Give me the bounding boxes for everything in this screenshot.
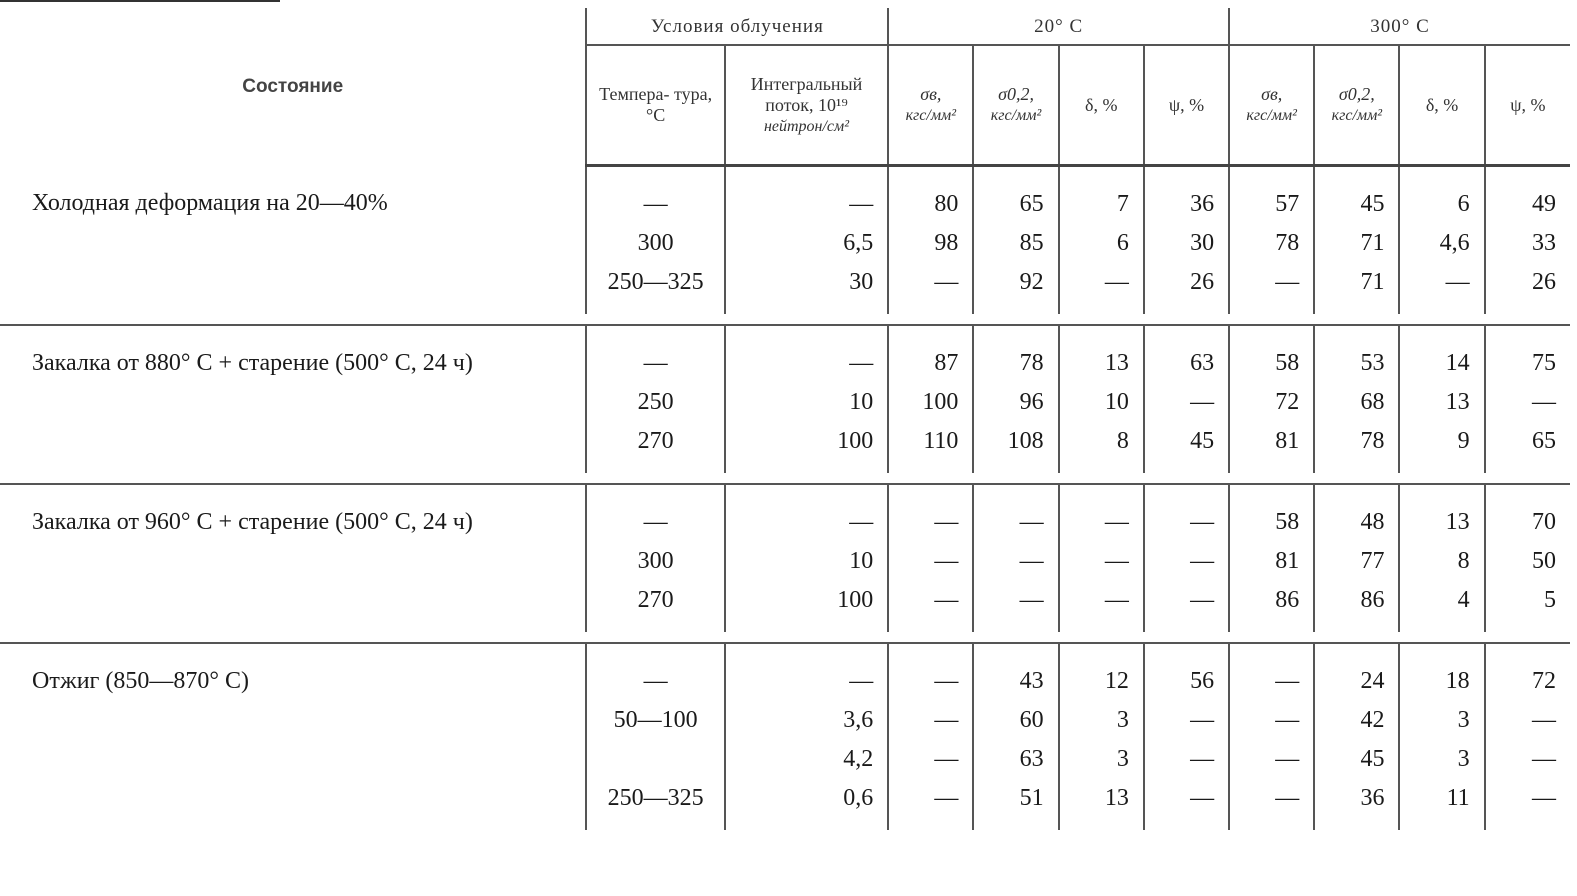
cell-value: 26 xyxy=(1190,269,1215,295)
value-cell xyxy=(1144,484,1229,632)
cell-value: 5 xyxy=(1544,587,1556,613)
cell-value: 78 xyxy=(1275,230,1300,256)
properties-table xyxy=(0,8,1570,830)
cell-value: 71 xyxy=(1360,269,1385,295)
cell-value: — xyxy=(1104,587,1129,613)
cell-value: — xyxy=(934,509,959,535)
sigma-b-label: σв, xyxy=(1261,84,1283,104)
cell-value: 14 xyxy=(1445,350,1470,376)
cell-value: 96 xyxy=(1019,389,1044,415)
cell-value: 68 xyxy=(1360,389,1385,415)
cell-value: 48 xyxy=(1360,509,1385,535)
sigma-02-label: σ0,2, xyxy=(998,84,1034,104)
cell-value: 33 xyxy=(1532,230,1556,256)
cell-value: — xyxy=(1275,785,1300,811)
cell-value: — xyxy=(1190,548,1215,574)
value-cell xyxy=(1399,484,1484,632)
separator-line xyxy=(0,314,1570,325)
cell-value: 65 xyxy=(1019,191,1044,217)
cell-value: — xyxy=(849,509,874,535)
cell-value: 110 xyxy=(923,428,959,454)
cell-value: — xyxy=(1190,707,1215,733)
value-cell xyxy=(725,484,888,632)
cell-value: 13 xyxy=(1445,509,1470,535)
value-cell xyxy=(1485,484,1570,632)
cell-value: 42 xyxy=(1360,707,1385,733)
cell-value: 10 xyxy=(1104,389,1129,415)
header-300-sigma-02 xyxy=(1314,45,1399,166)
cell-value: — xyxy=(934,785,959,811)
cell-value: 7 xyxy=(1116,191,1129,217)
sigma-b-label: σв, xyxy=(920,84,942,104)
cell-value: — xyxy=(1532,389,1556,415)
cell-value: 100 xyxy=(837,428,874,454)
cell-value: 98 xyxy=(934,230,959,256)
cell-value: — xyxy=(934,269,959,295)
cell-value: 0,6 xyxy=(843,785,874,811)
cell-value: — xyxy=(1445,269,1470,295)
cell-value: 80 xyxy=(934,191,959,217)
cell-value: 13 xyxy=(1104,785,1129,811)
cell-value: 108 xyxy=(1007,428,1044,454)
header-20-delta: δ, % xyxy=(1059,45,1144,166)
value-cell xyxy=(1229,643,1314,830)
cell-value: 250—325 xyxy=(607,269,704,295)
cell-value: 3 xyxy=(1116,707,1129,733)
cell-value: — xyxy=(1532,746,1556,772)
cell-value: 58 xyxy=(1275,350,1300,376)
cell-value: 70 xyxy=(1532,509,1556,535)
header-300-delta: δ, % xyxy=(1399,45,1484,166)
cell-value: 43 xyxy=(1019,668,1044,694)
cell-value: 4,6 xyxy=(1439,230,1470,256)
cell-value: 250 xyxy=(637,389,674,415)
value-cell xyxy=(1399,325,1484,473)
cell-value: — xyxy=(934,746,959,772)
cell-value: 6 xyxy=(1116,230,1129,256)
value-cell xyxy=(725,166,888,315)
cell-value: — xyxy=(1019,509,1044,535)
cell-value: — xyxy=(1275,746,1300,772)
cell-value: 10 xyxy=(849,389,874,415)
cell-value: 26 xyxy=(1532,269,1556,295)
cell-value: 63 xyxy=(1190,350,1215,376)
value-cell xyxy=(1399,166,1484,315)
cell-value: — xyxy=(643,350,668,376)
top-rule xyxy=(0,0,280,2)
cell-value: — xyxy=(1275,668,1300,694)
cell-value: 71 xyxy=(1360,230,1385,256)
value-cell xyxy=(1229,166,1314,315)
cell-value: — xyxy=(934,548,959,574)
cell-value: — xyxy=(1104,509,1129,535)
cell-value: 86 xyxy=(1275,587,1300,613)
value-cell xyxy=(888,484,973,632)
separator-line xyxy=(0,632,1570,643)
cell-value: — xyxy=(643,191,668,217)
value-cell xyxy=(1399,643,1484,830)
cell-value: 270 xyxy=(637,428,674,454)
cell-value: — xyxy=(849,668,874,694)
cell-value: 65 xyxy=(1532,428,1556,454)
cell-value: 81 xyxy=(1275,428,1300,454)
header-flux-unit: нейтрон/см² xyxy=(763,117,850,135)
cell-value: 30 xyxy=(849,269,874,295)
header-irradiation: Условия облучения xyxy=(586,8,888,45)
cell-value: 51 xyxy=(1019,785,1044,811)
value-cell xyxy=(1144,643,1229,830)
cell-value: — xyxy=(1104,269,1129,295)
value-cell xyxy=(1144,325,1229,473)
cell-value: 87 xyxy=(934,350,959,376)
cell-value: — xyxy=(643,509,668,535)
table-row xyxy=(0,484,1570,632)
row-separator xyxy=(0,632,1570,643)
cell-value: 10 xyxy=(849,548,874,574)
header-20c: 20° С xyxy=(888,8,1229,45)
value-cell xyxy=(1314,325,1399,473)
row-separator xyxy=(0,314,1570,325)
table-body xyxy=(0,166,1570,831)
value-cell xyxy=(888,166,973,315)
header-20-sigma-b xyxy=(888,45,973,166)
cell-value: 85 xyxy=(1019,230,1044,256)
value-cell xyxy=(586,643,724,830)
cell-value: 3 xyxy=(1457,707,1470,733)
cell-value: 100 xyxy=(837,587,874,613)
cell-value: — xyxy=(1275,707,1300,733)
header-temperature-label: Темпера- тура, °С xyxy=(599,84,713,125)
cell-value: — xyxy=(934,668,959,694)
cell-value: 9 xyxy=(1457,428,1470,454)
cell-value: 49 xyxy=(1532,191,1556,217)
state-label: Закалка от 960° С + старение (500° С, 24 ч) xyxy=(32,509,473,535)
header-flux-label: Интегральный поток, 10¹⁹ xyxy=(750,73,863,115)
value-cell xyxy=(586,484,724,632)
cell-value: 24 xyxy=(1360,668,1385,694)
value-cell xyxy=(1485,643,1570,830)
value-cell xyxy=(888,643,973,830)
value-cell xyxy=(1314,166,1399,315)
cell-value: 30 xyxy=(1190,230,1215,256)
value-cell xyxy=(725,643,888,830)
value-cell xyxy=(1485,325,1570,473)
header-20-sigma-02 xyxy=(973,45,1058,166)
cell-value: 86 xyxy=(1360,587,1385,613)
cell-value: — xyxy=(1532,707,1556,733)
cell-value: 18 xyxy=(1445,668,1470,694)
value-cell xyxy=(973,643,1058,830)
cell-value: 50 xyxy=(1532,548,1556,574)
cell-value: — xyxy=(1019,548,1044,574)
value-cell xyxy=(1059,484,1144,632)
cell-value: 13 xyxy=(1104,350,1129,376)
cell-value: 45 xyxy=(1360,746,1385,772)
row-separator xyxy=(0,473,1570,484)
cell-value: 77 xyxy=(1360,548,1385,574)
sigma-02-label: σ0,2, xyxy=(1338,84,1375,104)
header-temperature xyxy=(586,45,724,166)
cell-value: 75 xyxy=(1532,350,1556,376)
stress-unit: кгс/мм² xyxy=(1331,107,1383,124)
cell-value: 4,2 xyxy=(843,746,874,772)
cell-value: 63 xyxy=(1019,746,1044,772)
stress-unit: кгс/мм² xyxy=(990,107,1042,124)
cell-value: 270 xyxy=(637,587,674,613)
state-label: Закалка от 880° С + старение (500° С, 24 ч) xyxy=(32,350,473,376)
cell-value: 57 xyxy=(1275,191,1300,217)
stress-unit: кгс/мм² xyxy=(1246,107,1297,124)
header-state: Состояние xyxy=(242,76,344,98)
value-cell xyxy=(725,325,888,473)
value-cell xyxy=(973,325,1058,473)
cell-value: 11 xyxy=(1446,785,1470,811)
value-cell xyxy=(1059,643,1144,830)
cell-value: 100 xyxy=(922,389,959,415)
value-cell xyxy=(1059,325,1144,473)
cell-value: 8 xyxy=(1457,548,1470,574)
value-cell xyxy=(1314,484,1399,632)
state-label: Холодная деформация на 20—40% xyxy=(32,189,388,216)
cell-value: — xyxy=(1190,509,1215,535)
cell-value: — xyxy=(643,668,668,694)
cell-value: 12 xyxy=(1104,668,1129,694)
cell-value: 3 xyxy=(1457,746,1470,772)
cell-value: 6 xyxy=(1457,191,1470,217)
cell-value: 60 xyxy=(1019,707,1044,733)
value-cell xyxy=(973,484,1058,632)
cell-value: 78 xyxy=(1360,428,1385,454)
cell-value: — xyxy=(1190,587,1215,613)
cell-value: 50—100 xyxy=(613,707,698,733)
cell-value: 56 xyxy=(1190,668,1215,694)
cell-value: 81 xyxy=(1275,548,1300,574)
value-cell xyxy=(1229,325,1314,473)
cell-value: 92 xyxy=(1019,269,1044,295)
cell-value: — xyxy=(1190,389,1215,415)
cell-value: — xyxy=(934,707,959,733)
value-cell xyxy=(586,166,724,315)
cell-value: 78 xyxy=(1019,350,1044,376)
cell-value: — xyxy=(1019,587,1044,613)
cell-value: 4 xyxy=(1457,587,1470,613)
header-300c: 300° С xyxy=(1229,8,1570,45)
cell-value: 45 xyxy=(1360,191,1385,217)
table-row xyxy=(0,166,1570,315)
table-row xyxy=(0,325,1570,473)
cell-value: 58 xyxy=(1275,509,1300,535)
cell-value: 36 xyxy=(1360,785,1385,811)
cell-value: — xyxy=(1532,785,1556,811)
cell-value: — xyxy=(934,587,959,613)
cell-value: 13 xyxy=(1445,389,1470,415)
value-cell xyxy=(973,166,1058,315)
cell-value: 36 xyxy=(1190,191,1215,217)
cell-value: — xyxy=(849,191,874,217)
value-cell xyxy=(888,325,973,473)
cell-value xyxy=(587,740,723,779)
header-300-psi: ψ, % xyxy=(1485,45,1570,166)
value-cell xyxy=(1485,166,1570,315)
cell-value: 300 xyxy=(637,230,674,256)
header-flux xyxy=(725,45,888,166)
cell-value: — xyxy=(1190,746,1215,772)
value-cell xyxy=(1059,166,1144,315)
cell-value: 300 xyxy=(637,548,674,574)
cell-value: — xyxy=(1275,269,1300,295)
cell-value: 53 xyxy=(1360,350,1385,376)
header-300-sigma-b xyxy=(1229,45,1314,166)
cell-value: 6,5 xyxy=(843,230,874,256)
separator-line xyxy=(0,473,1570,484)
cell-value: 8 xyxy=(1116,428,1129,454)
stress-unit: кгс/мм² xyxy=(905,107,957,124)
value-cell xyxy=(586,325,724,473)
cell-value: 72 xyxy=(1532,668,1556,694)
cell-value: — xyxy=(849,350,874,376)
cell-value: — xyxy=(1190,785,1215,811)
cell-value: 3 xyxy=(1116,746,1129,772)
cell-value: 250—325 xyxy=(607,785,704,811)
cell-value: — xyxy=(1104,548,1129,574)
state-label: Отжиг (850—870° С) xyxy=(32,668,249,694)
cell-value: 72 xyxy=(1275,389,1300,415)
cell-value: 45 xyxy=(1190,428,1215,454)
header-20-psi: ψ, % xyxy=(1144,45,1229,166)
cell-value: 3,6 xyxy=(843,707,874,733)
table-row xyxy=(0,643,1570,830)
value-cell xyxy=(1314,643,1399,830)
value-cell xyxy=(1144,166,1229,315)
value-cell xyxy=(1229,484,1314,632)
